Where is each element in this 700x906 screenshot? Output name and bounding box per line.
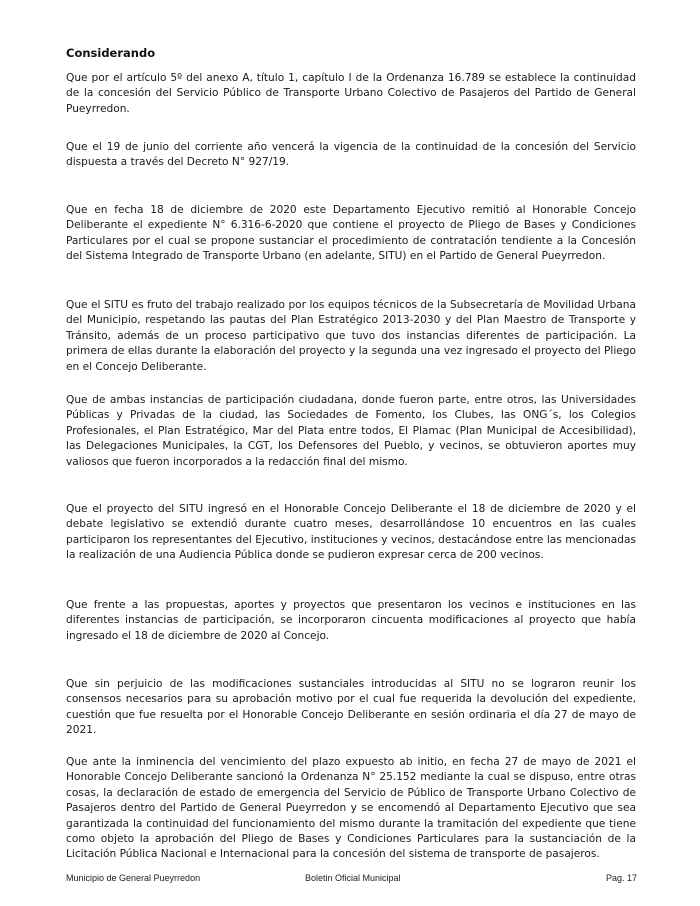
paragraph-3: Que en fecha 18 de diciembre de 2020 este Departamento Ejecutivo remitió al Honorable Concejo Deliberante el expediente N° 6.316-6-2020 que contiene el proyecto de Pliego de Bases y Condiciones Particulares por el cual se propone sustanciar el procedimiento de contratación tendiente a la Concesión del Sistema Integrado de Transporte Urbano (en adelante, SITU) en el Partido de General Pueyrredon. [66,204,636,263]
section-heading: Considerando [66,46,156,60]
footer-municipality: Municipio de General Pueyrredon [66,873,201,883]
paragraph-9: Que ante la inminencia del vencimiento del plazo expuesto ab initio, en fecha 27 de mayo de 2021 el Honorable Concejo Deliberante sancionó la Ordenanza N° 25.152 mediante la cual se dispuso, entre otras cosas, la declaración de estado de emergencia del Servicio de Público de Transporte Urbano Colectivo de Pasajeros dentro del Partido de General Pueyrredon y se encomendó al Departamento Ejecutivo que sea garantizada la continuidad del funcionamiento del mismo durante la tramitación del expediente que tiene como objeto la aprobación del Pliego de Bases y Condiciones Particulares para la sustanciación de la Licitación Pública Nacional e Internacional para la concesión del sistema de transporte de pasajeros. [66,756,636,861]
footer-publication: Boletin Oficial Municipal [305,873,401,883]
paragraph-2: Que el 19 de junio del corriente año vencerá la vigencia de la continuidad de la concesión del Servicio dispuesta a través del Decreto N° 927/19. [66,141,636,169]
paragraph-7: Que frente a las propuestas, aportes y proyectos que presentaron los vecinos e instituciones en las diferentes instancias de participación, se incorporaron cincuenta modificaciones al proyecto que había ingresado el 18 de diciembre de 2020 al Concejo. [66,599,636,642]
paragraph-8: Que sin perjuicio de las modificaciones sustanciales introducidas al SITU no se lograron reunir los consensos necesarios para su aprobación motivo por el cual fue requerida la devolución del expediente, cuestión que fue resuelta por el Honorable Concejo Deliberante en sesión ordinaria el día 27 de mayo de 2021. [66,678,636,737]
footer-page-number: Pag. 17 [605,873,637,883]
paragraph-1: Que por el artículo 5º del anexo A, título 1, capítulo I de la Ordenanza 16.789 se establece la continuidad de la concesión del Servicio Público de Transporte Urbano Colectivo de Pasajeros del Partido de General Pueyrredon. [66,72,636,115]
paragraph-6: Que el proyecto del SITU ingresó en el Honorable Concejo Deliberante el 18 de diciembre de 2020 y el debate legislativo se extendió durante cuatro meses, desarrollándose 10 encuentros en las cuales participaron los representantes del Ejecutivo, instituciones y vecinos, destacándose entre las mencionadas la realización de una Audiencia Pública donde se pudieron expresar cerca de 200 vecinos. [66,503,636,562]
paragraph-4: Que el SITU es fruto del trabajo realizado por los equipos técnicos de la Subsecretaría de Movilidad Urbana del Municipio, respetando las pautas del Plan Estratégico 2013-2030 y del Plan Maestro de Transporte y Tránsito, además de un proceso participativo que tuvo dos instancias diferentes de participación. La primera de ellas durante la elaboración del proyecto y la segunda una vez ingresado el proyecto del Pliego en el Concejo Deliberante. [66,299,636,373]
paragraph-5: Que de ambas instancias de participación ciudadana, donde fueron parte, entre otros, las Universidades Públicas y Privadas de la ciudad, las Sociedades de Fomento, los Clubes, las ONG´s, los Colegios Profesionales, el Plan Estratégico, Mar del Plata entre todos, El Plamac (Plan Municipal de Accesibilidad), las Delegaciones Municipales, la CGT, los Defensores del Pueblo, y vecinos, se obtuvieron aportes muy valiosos que fueron incorporados a la redacción final del mismo. [66,394,636,468]
